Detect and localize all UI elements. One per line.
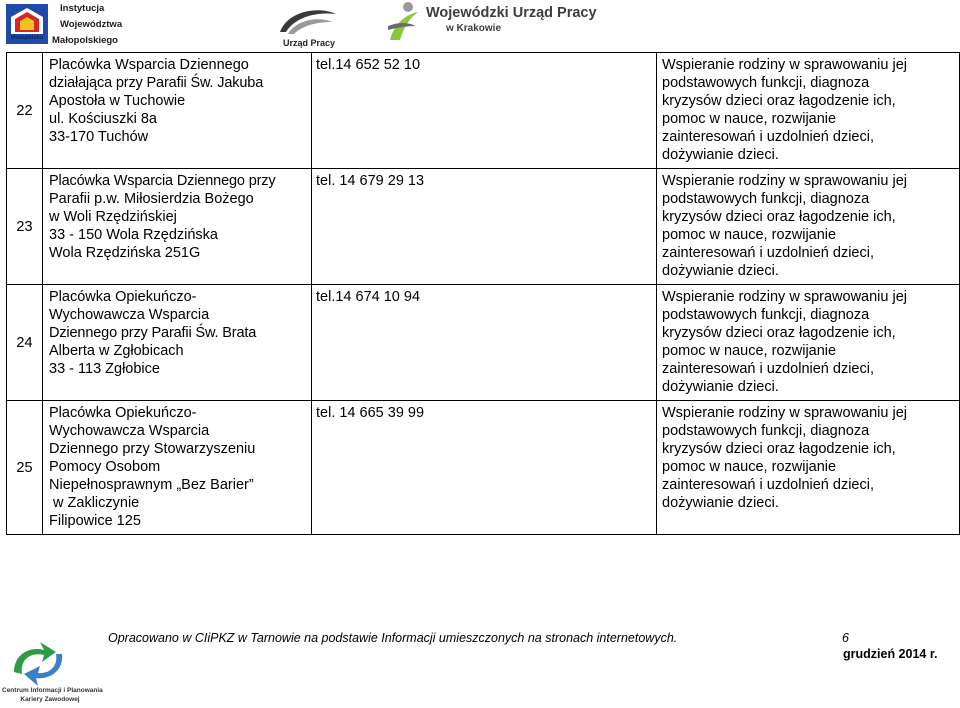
- urzad-pracy-swoosh-icon: [274, 4, 340, 38]
- urzad-pracy-logo: [274, 4, 340, 50]
- row-number: 22: [7, 53, 43, 169]
- ciipkz-line1: Centrum Informacji i Planowania: [2, 687, 103, 694]
- desc-line: kryzysów dzieci oraz łagodzenie ich,: [662, 209, 896, 225]
- name-line: Dziennego przy Parafii Św. Brata: [49, 325, 257, 341]
- desc-line: podstawowych funkcji, diagnoza: [662, 191, 870, 207]
- document-date: grudzień 2014 r.: [843, 647, 938, 661]
- table-row: [7, 53, 960, 169]
- phone-number: [312, 401, 657, 535]
- name-line: 33 - 113 Zgłobice: [49, 361, 160, 377]
- desc-line: kryzysów dzieci oraz łagodzenie ich,: [662, 325, 896, 341]
- name-line: ul. Kościuszki 8a: [49, 111, 157, 127]
- name-line: 33 - 150 Wola Rzędzińska: [49, 227, 218, 243]
- facility-name-address: [43, 53, 312, 169]
- ciipkz-arrows-icon: [10, 640, 70, 686]
- desc-line: zainteresowań i uzdolnień dzieci,: [662, 129, 874, 145]
- urzad-pracy-label: Urząd Pracy: [283, 38, 336, 48]
- desc-line: dożywianie dzieci.: [662, 495, 779, 511]
- row-number: 23: [7, 169, 43, 285]
- phone-text: tel. 14 679 29 13: [316, 173, 425, 189]
- name-line: Wola Rzędzińska 251G: [49, 245, 201, 261]
- services-description: [657, 401, 960, 535]
- desc-line: pomoc w nauce, rozwijanie: [662, 459, 837, 475]
- desc-line: pomoc w nauce, rozwijanie: [662, 343, 837, 359]
- page-number: 6: [842, 631, 849, 645]
- name-line: Apostoła w Tuchowie: [49, 93, 186, 109]
- desc-line: dożywianie dzieci.: [662, 379, 779, 395]
- desc-line: podstawowych funkcji, diagnoza: [662, 75, 870, 91]
- table-row: [7, 285, 960, 401]
- emblem-caption: Małopolska: [10, 35, 44, 41]
- name-line: Placówka Opiekuńczo-: [49, 405, 197, 421]
- desc-line: Wspieranie rodziny w sprawowaniu jej: [662, 57, 907, 73]
- services-description: [657, 285, 960, 401]
- name-line: Alberta w Zgłobicach: [49, 343, 184, 359]
- phone-number: [312, 53, 657, 169]
- wup-krakow-logo: [384, 0, 614, 46]
- name-line: Placówka Wsparcia Dziennego przy: [49, 173, 276, 189]
- facility-name-address: [43, 401, 312, 535]
- logo-text-line2: Województwa: [60, 19, 123, 30]
- logo-text-line1: Instytucja: [60, 3, 105, 14]
- desc-line: zainteresowań i uzdolnień dzieci,: [662, 361, 874, 377]
- name-line: w Zakliczynie: [49, 495, 140, 511]
- facilities-table: [6, 52, 960, 535]
- desc-line: podstawowych funkcji, diagnoza: [662, 423, 870, 439]
- malopolska-institution-logo: [2, 2, 132, 48]
- desc-line: pomoc w nauce, rozwijanie: [662, 111, 837, 127]
- wup-figure-icon: [384, 0, 422, 46]
- name-line: Pomocy Osobom: [49, 459, 161, 475]
- name-line: 33-170 Tuchów: [49, 129, 149, 145]
- row-number: 24: [7, 285, 43, 401]
- desc-line: Wspieranie rodziny w sprawowaniu jej: [662, 405, 907, 421]
- name-line: Parafii p.w. Miłosierdzia Bożego: [49, 191, 254, 207]
- name-line: Niepełnosprawnym „Bez Barier”: [49, 477, 254, 493]
- table-row: [7, 401, 960, 535]
- facility-name-address: [43, 285, 312, 401]
- phone-text: tel. 14 665 39 99: [316, 405, 425, 421]
- phone-text: tel.14 674 10 94: [316, 289, 421, 305]
- desc-line: kryzysów dzieci oraz łagodzenie ich,: [662, 441, 896, 457]
- ciipkz-line2: Kariery Zawodowej: [20, 696, 80, 703]
- phone-number: [312, 169, 657, 285]
- row-number: 25: [7, 401, 43, 535]
- services-description: [657, 53, 960, 169]
- name-line: Placówka Opiekuńczo-: [49, 289, 197, 305]
- name-line: działająca przy Parafii Św. Jakuba: [49, 75, 264, 91]
- desc-line: Wspieranie rodziny w sprawowaniu jej: [662, 289, 907, 305]
- footer-source-note: Opracowano w CIiPKZ w Tarnowie na podstawie Informacji umieszczonych na stronach internetowych.: [108, 631, 678, 645]
- desc-line: dożywianie dzieci.: [662, 147, 779, 163]
- desc-line: Wspieranie rodziny w sprawowaniu jej: [662, 173, 907, 189]
- name-line: w Woli Rzędzińskiej: [49, 209, 177, 225]
- logo-text-line3: Małopolskiego: [52, 35, 118, 46]
- desc-line: dożywianie dzieci.: [662, 263, 779, 279]
- phone-number: [312, 285, 657, 401]
- name-line: Wychowawcza Wsparcia: [49, 423, 210, 439]
- name-line: Placówka Wsparcia Dziennego: [49, 57, 249, 73]
- desc-line: podstawowych funkcji, diagnoza: [662, 307, 870, 323]
- name-line: Dziennego przy Stowarzyszeniu: [49, 441, 256, 457]
- table-row: [7, 169, 960, 285]
- desc-line: zainteresowań i uzdolnień dzieci,: [662, 245, 874, 261]
- phone-text: tel.14 652 52 10: [316, 57, 421, 73]
- services-description: [657, 169, 960, 285]
- facility-name-address: [43, 169, 312, 285]
- ciipkz-logo: [2, 640, 103, 706]
- desc-line: pomoc w nauce, rozwijanie: [662, 227, 837, 243]
- wup-title: Wojewódzki Urząd Pracy: [426, 5, 597, 21]
- desc-line: zainteresowań i uzdolnień dzieci,: [662, 477, 874, 493]
- name-line: Filipowice 125: [49, 513, 141, 529]
- wup-subtitle: w Krakowie: [446, 23, 502, 34]
- desc-line: kryzysów dzieci oraz łagodzenie ich,: [662, 93, 896, 109]
- name-line: Wychowawcza Wsparcia: [49, 307, 210, 323]
